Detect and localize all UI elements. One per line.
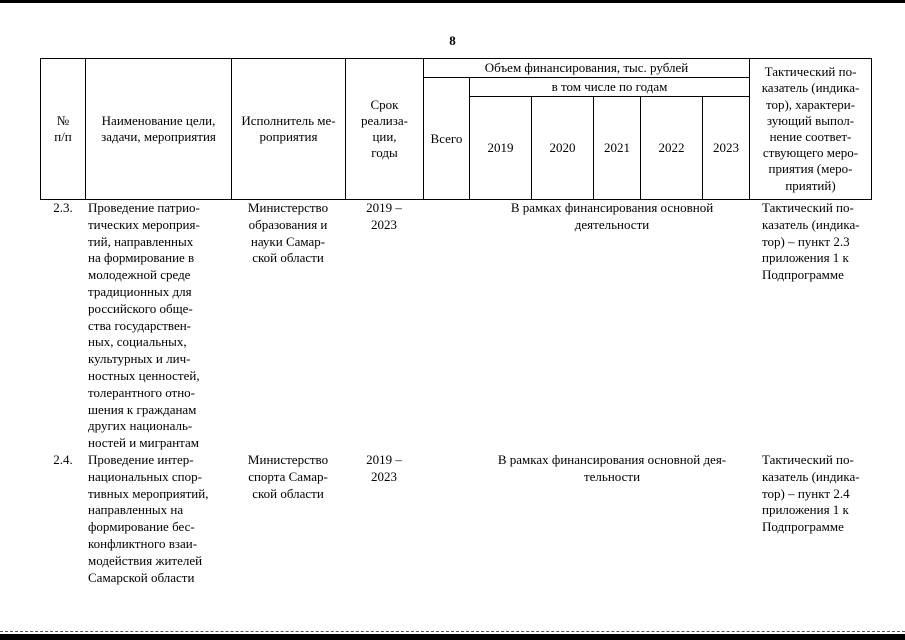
header-total: Всего — [424, 78, 470, 200]
header-term: Срок реализа- ции, годы — [346, 59, 424, 200]
row-name: Проведение интер- национальных спор- тивных мероприятий, направленных на формирование бес- конфликтного взаи- модействия жителей Самарской области — [88, 452, 209, 585]
row-executor: Министерство спорта Самар- ской области — [247, 452, 329, 501]
row-number: 2.3. — [53, 200, 73, 215]
top-border — [0, 0, 905, 3]
row-number: 2.4. — [53, 452, 73, 467]
header-funding-group: Объем финансирования, тыс. рублей — [424, 59, 750, 78]
row-executor: Министерство образования и науки Самар- ской области — [247, 200, 329, 266]
header-num-line-2: п/п — [54, 129, 72, 144]
header-year-2022: 2022 — [641, 97, 703, 200]
row-indicator: Тактический по- казатель (индика- тор) – пункт 2.4 приложения 1 к Подпрограмме — [762, 452, 860, 535]
row-name: Проведение патрио- тических мероприя- тий, направленных на формирование в молодежной среде традиционных для российского обще- ства государствен- ных, социальных, культурных и лич- ностных ценностей, толерантного отно- шения к гражданам других националь- ностей и мигрантам — [88, 200, 200, 451]
table-header — [40, 58, 872, 200]
row-term: 2019 – 2023 — [366, 452, 402, 484]
header-by-years: в том числе по годам — [470, 78, 750, 97]
header-executor: Исполнитель ме- роприятия — [232, 59, 346, 200]
bottom-border — [0, 634, 905, 640]
row-indicator: Тактический по- казатель (индика- тор) – пункт 2.3 приложения 1 к Подпрограмме — [762, 200, 860, 283]
header-year-2019: 2019 — [470, 97, 532, 200]
page-number: 8 — [449, 33, 456, 48]
bottom-dashed-line — [0, 631, 905, 633]
header-indicator: Тактический по- казатель (индика- тор), характери- зующий выпол- нение соответ- ствующего меро- приятия (меро- приятий) — [750, 59, 872, 200]
header-num-line-1: № — [56, 113, 70, 128]
header-name: Наименование цели, задачи, мероприятия — [86, 59, 232, 200]
header-year-2020: 2020 — [532, 97, 594, 200]
row-funding: В рамках финансирования основной дея- тельности — [497, 452, 727, 484]
row-funding: В рамках финансирования основной деятельности — [510, 200, 714, 232]
header-num — [41, 59, 86, 200]
header-year-2023: 2023 — [703, 97, 750, 200]
row-term: 2019 – 2023 — [366, 200, 402, 232]
header-year-2021: 2021 — [594, 97, 641, 200]
